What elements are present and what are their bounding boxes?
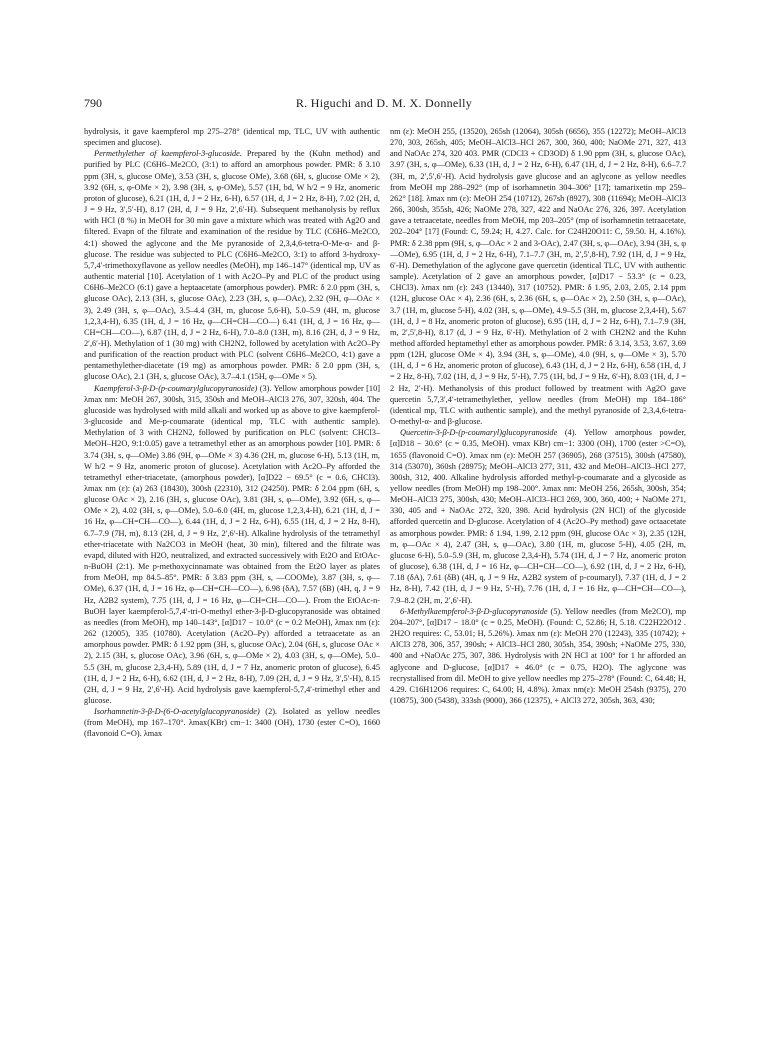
paragraph: Kaempferol-3-β-D-(p-coumarylglucopyranoside) (3). Yellow amorphous powder [10] λmax nm: MeOH 267, 300sh, 315, 350sh and MeOH–AlCl3 276, 307, 320sh, 404. The glucoside was hydrolysed with mild alkali and worked up as above to give kaempferol-3-glucoside and Me-p-coumarate (identical mp, TLC with authentic sample). Methylation of 3 with CH2N2, followed by purification on PLC (solvent: CHCl3–MeOH–H2O, 9:1:0.05) gave a tetramethyl ether as an amorphous powder [10]. PMR: δ 3.74 (3H, s, φ—OMe) 3.86 (9H, φ—OMe × 3) 4.36 (2H, m, glucose 6-H), 5.13 (1H, m, W h/2 = 9 Hz, anomeric proton of glucose). Acetylation with Ac2O–Py afforded the tetramethyl ether-triacetate, (amorphous powder), [α]D22 − 69.5° (c = 0.6, CHCl3). λmax nm (ε): (a) 263 (18430), 300sh (22310), 312 (24250). PMR: δ 2.04 ppm (6H, s, glucose OAc × 2), 2.16 (3H, s, glucose OAc), 3.81 (3H, s, φ—OMe), 3.92 (6H, s, φ—OMe × 2), 4.02 (3H, s, φ—OMe), 5.0–6.0 (4H, m, glucose 1,2,3,4-H), 6.21 (1H, d, J = 16 Hz, φ—CH=CH—CO—), 6.44 (1H, d, J = 2 Hz, 6-H), 6.55 (1H, d, J = 2 Hz, 8-H), 6.7–7.9 (7H, m), 8.13 (2H, d, J = 9 Hz, 2′,6′-H). Alkaline hydrolysis of the tetramethyl ether-triacetate with Na2CO3 in MeOH (heat, 30 min), filtered and the filtrate was evapd, diluted with H2O, neutralized, and extracted successively with Et2O and EtOAc-n-BuOH (2:1). Me p-methoxycinnamate was obtained from the Et2O layer as plates from MeOH, mp 84.5–85°. PMR: δ 3.83 ppm (3H, s, —COOMe), 3.87 (3H, s, φ—OMe), 6.37 (1H, d, J = 16 Hz, φ—CH=CH—CO—), 6.98 (δA), 7.57 (δB) (4H, q, J = 9 Hz, A2B2 system), 7.75 (1H, d, J = 16 Hz, φ—CH=CH—CO—). From the EtOAc-n-BuOH layer kaempferol-5,7,4′-tri-O-methyl ether-3-β-D-glucopyranoside was obtained as needles (from MeOH), mp 140–143°, [α]D17 − 10.0° (c = 0.2 MeOH), λmax nm (ε): 262 (12005), 335 (10780). Acetylation (Ac2O–Py) afforded a tetraacetate as an amorphous powder. PMR: δ 1.92 ppm (3H, s, glucose OAc), 2.04 (6H, s, glucose OAc × 2), 2.15 (3H, s, glucose OAc), 3.96 (6H, s, φ—OMe × 2), 4.03 (3H, s, φ—OMe), 5.0–5.5 (3H, m, glucose 2,3,4-H), 5.89 (1H, d, J = 7 Hz, anomeric proton of glucose), 6.45 (1H, d, J = 2 Hz, 6-H), 6.62 (1H, d, J = 2 Hz, 8-H), 7.09 (2H, d, J = 9 Hz, 3′,5′-H), 8.15 (2H, d, J = 9 Hz, 2′,6′-H). Acid hydrolysis gave kaempferol-5,7,4′-trimethyl ether and glucose. xyxy=(84,383,380,705)
page-header xyxy=(84,96,684,116)
section-heading: 6-Methylkaempferol-3-β-D-glucopyranoside xyxy=(400,606,548,616)
paragraph: nm (ε): MeOH 255, (13520), 265sh (12064), 305sh (6656), 355 (12272); MeOH–AlCl3 270, 303, 265sh, 405; MeOH–AlCl3–HCl 267, 300, 360, 400; NaOMe 271, 327, 413 and NaOAc 274, 320 403. PMR (CDCl3 + CD3OD) δ 1.90 ppm (3H, s, glucose OAc), 3.97 (3H, s, φ—OMe), 6.33 (1H, d, J = 2 Hz, 6-H), 6.47 (1H, d, J = 2 Hz, 8-H), 6.6–7.7 (3H, m, 2′,5′,6′-H). Acid hydrolysis gave glucose and an aglycone as yellow needles from MeOH mp 288–292° (mp of isorhamnetin 304–306° [17]; tamarixetin mp 259–262° [18]. λmax nm (ε): MeOH 254 (10712), 267sh (8927), 308 (11694); MeOH–AlCl3 266, 300sh, 355sh, 426; NaOMe 278, 327, 422 and NaOAc 276, 326, 397. Acetylation gave a tetraacetate, needles from MeOH, mp 203–205° (mp of isorhamnetin tetraacetate, 202–204° [17] (Found: C, 59.24; H, 4.27. Calc. for C24H20O11: C, 59.50. H, 4.16%). PMR: δ 2.38 ppm (9H, s, φ—OAc × 2 and 3-OAc), 2.47 (3H, s, φ—OAc), 3.94 (3H, s, φ—OMe), 6.95 (1H, d, J = 2 Hz, 6-H), 7.1–7.7 (3H, m, 2′,5′,8-H), 7.92 (1H, d, J = 9 Hz, 6′-H). Demethylation of the aglycone gave quercetin (identical TLC, UV with authentic sample). Acetylation of 2 gave an amorphous powder, [α]D17 − 53.3° (c = 0.23, CHCl3). λmax nm (ε): 243 (13440), 317 (10752). PMR: δ 1.95, 2.03, 2.05, 2.14 ppm (12H, glucose OAc × 4), 2.36 (6H, s, 2.36 (6H, s, φ—OAc × 2), 2.50 (3H, s, φ—OAc), 3.7 (1H, m, glucose 5-H), 4.02 (3H, s, φ—OMe), 4.9–5.5 (3H, m, glucose 2,3,4-H), 5.67 (1H, d, J = 8 Hz, anomeric proton of glucose), 6.95 (1H, d, J = 2 Hz, 6-H), 7.1–7.9 (3H, m, 2′,5′,8-H), 8.17 (d, J = 9 Hz, 6′-H). Methylation of 2 with CH2N2 and the Kuhn method afforded heptamethyl ether as amorphous powder. PMR: δ 3.14, 3.53, 3.67, 3.69 ppm (12H, glucose OMe × 4), 3.94 (3H, s, φ—OMe), 4.0 (9H, s, φ—OMe × 3), 5.70 (1H, d, J = 6 Hz, anomeric proton of glucose), 6.43 (1H, d, J = 2 Hz, 6-H), 6.58 (1H, d, J = 2 Hz, 8-H), 7.02 (1H, d, J = 9 Hz, 5′-H), 7.75 (1H, bd, J = 9 Hz, 6′-H), 8.03 (1H, d, J = 2 Hz, 2′-H). Methanolysis of this product followed by treatment with Ag2O gave quercetin 5,7,3′,4′-tetramethylether, yellow needles (from MeOH) mp 184–186° (identical mp, TLC with authentic sample), and the methyl pyranoside of 2,3,4,6-tetra-O-methyl-α- and β-glucose. xyxy=(390,127,686,427)
page-number: 790 xyxy=(84,96,102,110)
paragraph: hydrolysis, it gave kaempferol mp 275–278° (identical mp, TLC, UV with authentic specimen and glucose). xyxy=(84,127,380,148)
paragraph: Quercetin-3-β-D-(p-coumaryl)glucopyranoside (4). Yellow amorphous powder, [α]D18 − 30.6° (c = 0.35, MeOH). νmax KBr) cm−1: 3300 (OH), 1700 (ester >C=O), 1655 (flavonoid C=O). λmax nm (ε): MeOH 257 (36905), 268 (37515), 300sh (47580), 314 (53070), 360sh (28975); MeOH–AlCl3 277, 311, 432 and MeOH–AlCl3–HCl 277, 300sh, 312, 400. Alkaline hydrolysis afforded methyl-p-coumarate and a glycoside as yellow needles (from MeOH) mp 198–200°. λmax nm: MeOH 256, 265sh, 300sh, 354; MeOH–AlCl3 275, 300sh, 430; MeOH–AlCl3–HCl 269, 300, 360, 400; + NaOMe 271, 330, 405 and + NaOAc 272, 320, 398. Acid hydrolysis (2N HCl) of the glycoside afforded quercetin and D-glucose. Acetylation of 4 (Ac2O–Py method) gave octaacetate as amorphous powder. PMR: δ 1.94, 1.99, 2.12 ppm (9H, glucose OAc × 3), 2.35 (12H, m, φ—OAc × 4), 2.47 (3H, s, φ—OAc), 3.80 (1H, m, glucose 5-H), 4.05 (2H, m, glucose 6-H), 5.0–5.9 (3H, m, glucose 2,3,4-H), 5.74 (1H, d, J = 7 Hz, anomeric proton of glucose), 6.38 (1H, d, J = 16 Hz, φ—CH=CH—CO—), 6.92 (1H, d, J = 2 Hz, 6-H), 7.18 (δA), 7.61 (δB) (4H, q, J = 9 Hz, A2B2 system of p-coumaryl), 7.37 (1H, d, J = 2 Hz, 8-H), 7.42 (1H, d, J = 9 Hz, 5′-H), 7.76 (1H, d, J = 16 Hz, φ—CH=CH—CO—), 7.9–8.2 (2H, m, 2′,6′-H). xyxy=(390,428,686,605)
left-column xyxy=(84,126,380,1026)
section-heading: Quercetin-3-β-D-(p-coumaryl)glucopyranoside xyxy=(400,428,558,438)
paragraph: 6-Methylkaempferol-3-β-D-glucopyranoside (5). Yellow needles (from Me2CO), mp 204–207°, [α]D17 − 18.0° (c = 0.25, MeOH). (Found: C, 52.86; H, 5.18. C22H22O12 . 2H2O requires: C, 53.01; H, 5.26%). λmax nm (ε): MeOH 270 (12243), 335 (10742); + AlCl3 278, 306, 357, 390sh; + AlCl3–HCl 280, 305sh, 354, 390sh; +NaOMe 275, 330, 400 and +NaOAc 275, 307, 386. Hydrolysis with 2N HCl at 100° for 1 hr afforded an aglycone and D-glucose, [α]D17 + 46.0° (c = 0.75, H2O). The aglycone was recrystallised from dil. MeOH to give yellow needles mp 275–278° (Found: C, 64.48; H, 4.29. C16H12O6 requires: C, 64.00; H, 4.8%). λmax nm(ε): MeOH 254sh (9375), 270 (10875), 300 (5438), 333sh (9000), 366 (12375), + AlCl3 272, 305sh, 363, 430; xyxy=(390,606,686,705)
paragraph: Isorhamnetin-3-β-D-(6-O-acetylglucopyranoside) (2). Isolated as yellow needles (from MeOH), mp 167–170°. λmax(KBr) cm−1: 3400 (OH), 1730 (ester C=O), 1660 (flavonoid C=O). λmax xyxy=(84,707,380,739)
right-column xyxy=(390,126,686,1026)
running-title: R. Higuchi and D. M. X. Donnelly xyxy=(295,96,473,110)
section-heading: Isorhamnetin-3-β-D-(6-O-acetylglucopyranoside) xyxy=(94,707,260,717)
paragraph: Permethylether of kaempferol-3-glucoside. Prepared by the (Kuhn method) and purified by PLC (C6H6–Me2CO, (3:1) to afford an amorphous powder. PMR: δ 3.10 ppm (3H, s, glucose OMe), 3.53 (3H, s, glucose OMe), 3.68 (6H, s, glucose OMe × 2), 3.92 (6H, s, φ-OMe × 2), 3.98 (3H, s, φ-OMe), 5.57 (1H, bd, W h/2 = 9 Hz, anomeric proton of glucose), 6.21 (1H, d, J = 2 Hz, 6-H), 6.57 (1H, d, J = 2 Hz, 8-H), 7.02 (2H, d, J = 9 Hz, 3′,5′-H), 8.17 (2H, d, J = 9 Hz, 2′,6′-H). Subsequent methanolysis by reflux with HCl (8 %) in MeOH for 30 min gave a mixture which was treated with Ag2O and filtered. Evapn of the filtrate and examination of the residue by TLC (C6H6–Me2CO, 4:1) showed the aglycone and the Me pyranoside of 2,3,4,6-tetra-O-Me-α- and β-glucose. The residue was subjected to PLC (C6H6–Me2CO, 3:1) to afford 3-hydroxy-5,7,4′-trimethoxyflavone as yellow needles (MeOH), mp 146–147° (identical mp, UV as authentic material [10]. Acetylation of 1 with Ac2O–Py and PLC of the product using C6H6–Me2CO (6:1) gave a heptaacetate (amorphous powder). PMR: δ 2.0 ppm (3H, s, glucose OAc), 2.13 (3H, s, glucose OAc), 2.23 (3H, s, φ—OAc), 2.32 (9H, φ—OAc × 3), 2.49 (3H, s, φ—OAc), 3.5–4.4 (3H, m, glucose 5,6-H), 5.0–5.9 (4H, m, glucose 1,2,3,4-H), 6.35 (1H, d, J = 16 Hz, φ—CH=CH—CO—) 6.41 (1H, d, J = 16 Hz, φ—CH=CH—CO—), 6.87 (1H, d, J = 2 Hz, 6-H), 7.0–8.0 (13H, m), 8.16 (2H, d, J = 9 Hz, 2′,6′-H). Methylation of 1 (30 mg) with CH2N2, followed by acetylation with Ac2O–Py and purification of the reaction product with PLC (solvent C6H6–Me2CO, 4:1) gave a pentamethylether-diacetate (19 mg) as amorphous powder. PMR: δ 2.0 ppm (3H, s, glucose OAc), 2.1 (3H, s, glucose OAc), 3.7–4.1 (15H, φ—OMe × 5). xyxy=(84,149,380,382)
section-heading: Permethylether of kaempferol-3-glucoside. xyxy=(94,149,242,159)
section-heading: Kaempferol-3-β-D-(p-coumarylglucopyranoside) xyxy=(94,383,258,393)
